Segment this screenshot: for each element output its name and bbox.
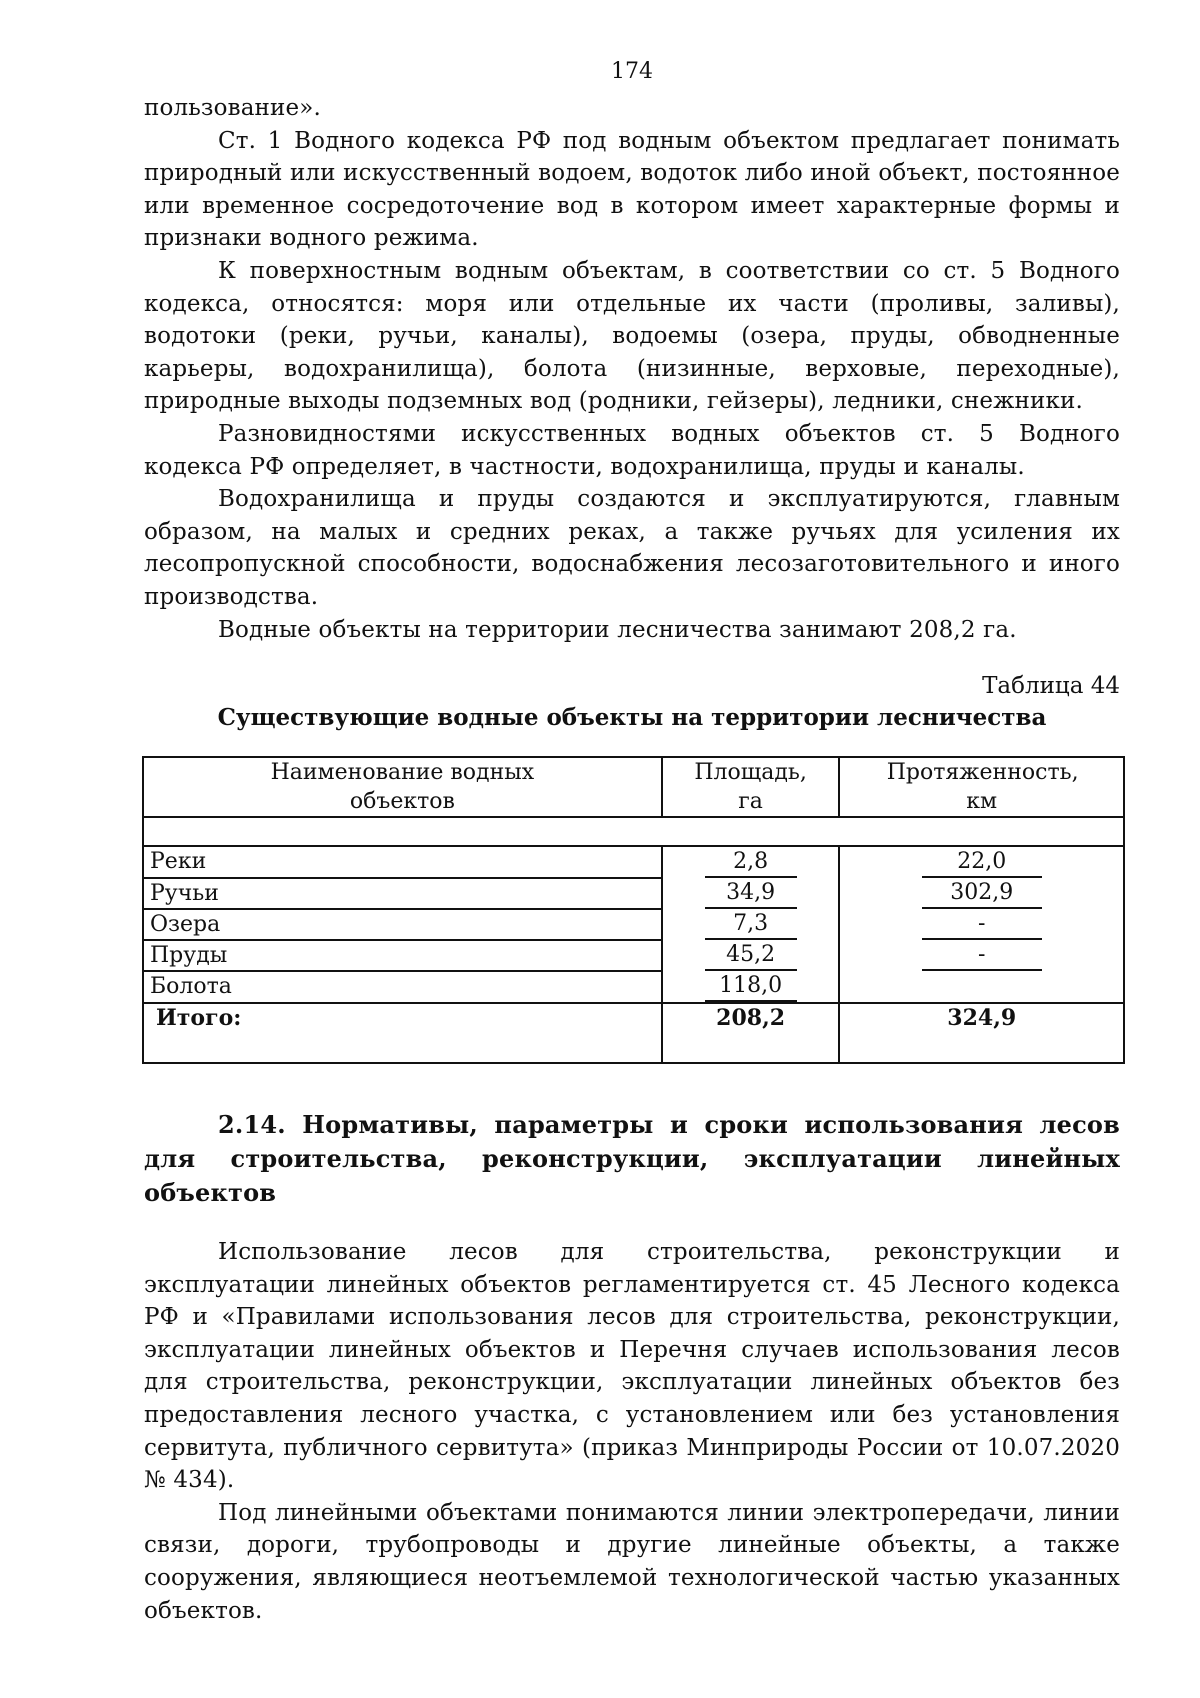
paragraph-water-area-total: Водные объекты на территории лесничества занимают 208,2 га. xyxy=(218,616,1017,643)
section-heading: 2.14. Нормативы, параметры и сроки использования лесов для строительства, реконструкции, эксплуатации линейных объектов xyxy=(144,1110,1120,1208)
paragraph-artificial-water-objects: Разновидностями искусственных водных объектов ст. 5 Водного кодекса РФ определяет, в частности, водохранилища, пруды и каналы. xyxy=(144,420,1120,480)
row-name: Озера xyxy=(143,909,662,940)
row-area: 118,0 xyxy=(662,971,840,1003)
header-length: Протяженность, км xyxy=(886,760,1079,815)
row-name: Болота xyxy=(143,971,662,1003)
table-row xyxy=(143,846,1124,878)
row-length: 22,0 xyxy=(839,846,1124,878)
water-objects-table xyxy=(142,756,1125,1064)
row-name: Пруды xyxy=(143,940,662,971)
table-title: Существующие водные объекты на территории лесничества xyxy=(217,704,1047,732)
paragraph-reservoirs-ponds: Водохранилища и пруды создаются и эксплуатируются, главным образом, на малых и средних реках, а также ручьях для усиления их лесопропускной способности, водоснабжения лесозаготовительного и иного производства. xyxy=(144,486,1120,610)
table-header-row xyxy=(143,757,1124,817)
table-row xyxy=(143,909,1124,940)
total-label: Итого: xyxy=(143,1003,662,1063)
row-area: 2,8 xyxy=(662,846,840,878)
table-row xyxy=(143,940,1124,971)
header-area: Площадь, га xyxy=(662,757,840,817)
total-length: 324,9 xyxy=(839,1003,1124,1063)
paragraph-water-object-definition: Ст. 1 Водного кодекса РФ под водным объектом предлагает понимать природный или искусственный водоем, водоток либо иной объект, постоянное или временное сосредоточение вод в котором имеет характерные формы и признаки водного режима. xyxy=(144,127,1120,252)
page-number: 174 xyxy=(611,59,653,84)
row-length: 302,9 xyxy=(839,878,1124,909)
document-page xyxy=(144,52,1120,1627)
table-row xyxy=(143,878,1124,909)
paragraph-linear-objects-definition: Под линейными объектами понимаются линии электропередачи, линии связи, дороги, трубопроводы и другие линейные объекты, а также сооружения, являющиеся неотъемлемой технологической частью указанных объектов. xyxy=(144,1499,1120,1624)
table-row xyxy=(143,971,1124,1003)
row-length xyxy=(839,971,1124,1003)
paragraph-continuation: пользование». xyxy=(144,95,321,121)
row-area: 7,3 xyxy=(662,909,840,940)
row-area: 45,2 xyxy=(662,940,840,971)
row-name: Ручьи xyxy=(143,878,662,909)
table-number-label: Таблица 44 xyxy=(982,673,1120,700)
table-total-row xyxy=(143,1003,1124,1063)
table-spacer-row xyxy=(143,817,1124,846)
total-area: 208,2 xyxy=(662,1003,840,1063)
header-name: Наименование водных объектов xyxy=(143,757,662,817)
paragraph-surface-water-objects: К поверхностным водным объектам, в соответствии со ст. 5 Водного кодекса, относятся: моря или отдельные их части (проливы, заливы), водотоки (реки, ручьи, каналы), водоемы (озера, пруды, обводненные карьеры, водохранилища), болота (низинные, верховые, переходные), природные выходы подземных вод (родники, гейзеры), ледники, снежники. xyxy=(144,257,1120,415)
row-length: - xyxy=(839,909,1124,940)
row-area: 34,9 xyxy=(662,878,840,909)
paragraph-linear-objects-regulation: Использование лесов для строительства, реконструкции и эксплуатации линейных объектов регламентируется ст. 45 Лесного кодекса РФ и «Правилами использования лесов для строительства, реконструкции, эксплуатации линейных объектов и Перечня случаев использования лесов для строительства, реконструкции, эксплуатации линейных объектов без предоставления лесного участка, с установлением или без установления сервитута, публичного сервитута» (приказ Минприроды России от 10.07.2020 № 434). xyxy=(144,1239,1120,1494)
row-name: Реки xyxy=(143,846,662,878)
row-length: - xyxy=(839,940,1124,971)
